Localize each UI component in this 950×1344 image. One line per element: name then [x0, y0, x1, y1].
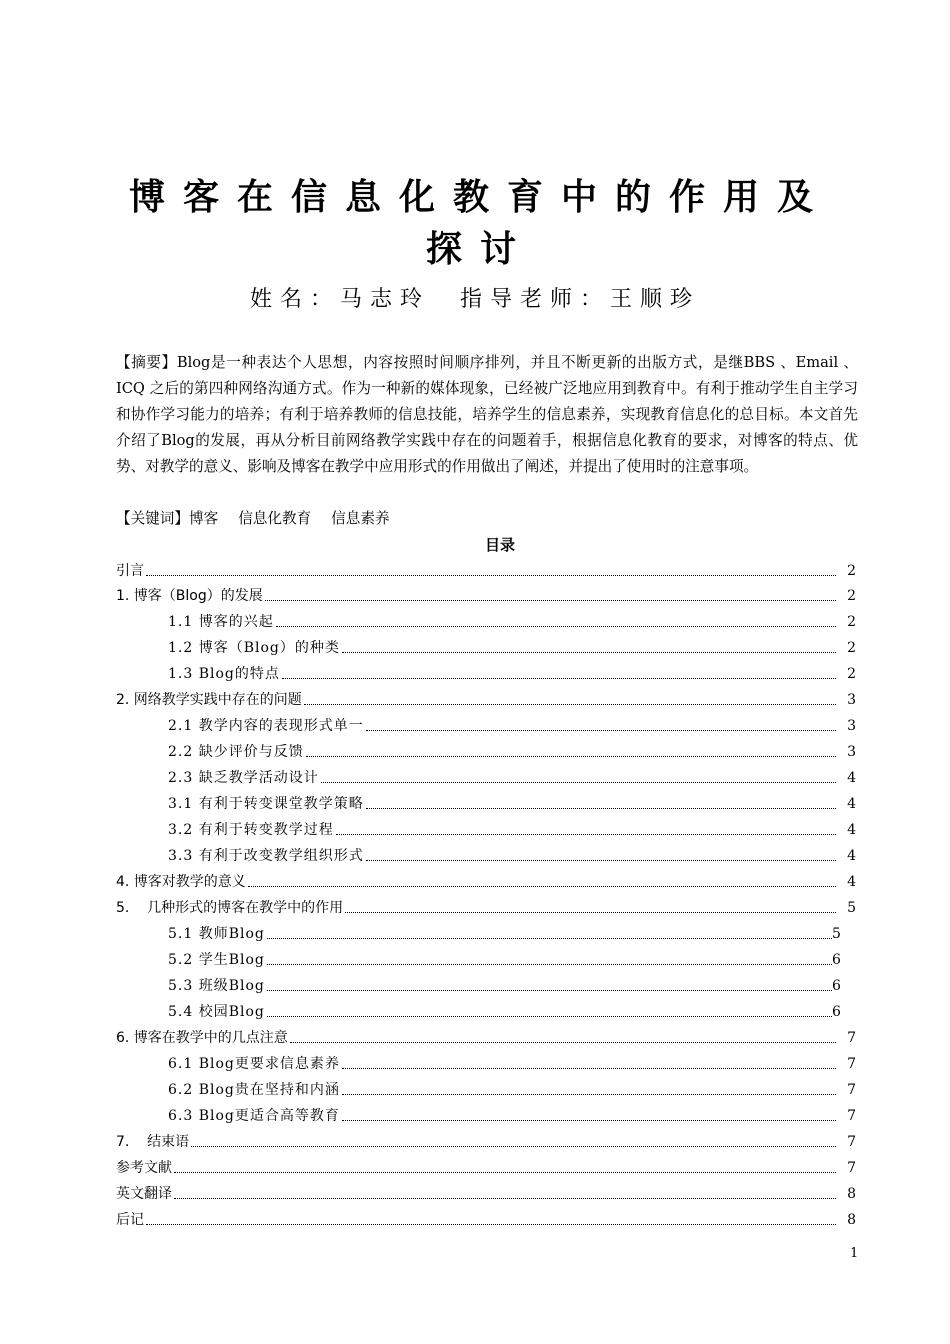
advisor-name: 王顺珍 [610, 287, 701, 312]
toc-leader [304, 703, 836, 705]
toc-entry-page: 7 [847, 1160, 856, 1176]
toc-entry[interactable] [168, 921, 840, 943]
toc-entry-page: 4 [847, 874, 856, 890]
page-number: 1 [850, 1246, 859, 1261]
toc-entry-text: 3.1 有利于转变课堂教学策略 [168, 796, 364, 812]
toc-leader [146, 1223, 836, 1225]
toc-entry[interactable] [168, 817, 856, 839]
toc-leader [267, 963, 832, 965]
toc-entry-text: 6.2 Blog贵在坚持和内涵 [168, 1082, 340, 1098]
toc-title: 目录 [484, 536, 515, 554]
toc-leader [345, 911, 836, 913]
toc-entry-page: 7 [847, 1108, 856, 1124]
keyword: 信息化教育 [238, 510, 312, 527]
abstract [116, 350, 858, 480]
toc-entry-text: 1. 博客（Blog）的发展 [116, 588, 263, 604]
toc-leader [267, 989, 832, 991]
toc-entry-page: 6 [832, 952, 841, 968]
toc-entry-text: 引言 [116, 563, 144, 579]
toc-entry[interactable] [168, 791, 856, 813]
toc-leader [174, 1171, 836, 1173]
toc-entry[interactable] [168, 661, 856, 683]
toc-entry-text: 3.2 有利于转变教学过程 [168, 822, 334, 838]
toc-entry[interactable] [168, 765, 856, 787]
toc-entry[interactable] [168, 739, 856, 761]
name-label: 姓名： [249, 287, 340, 312]
toc-entry-text: 4. 博客对教学的意义 [116, 874, 246, 890]
toc-entry-text: 1.1 博客的兴起 [168, 614, 274, 630]
toc-entry[interactable] [116, 687, 856, 709]
toc-entry-text: 5.2 学生Blog [168, 952, 265, 968]
toc-leader [342, 1093, 836, 1095]
toc-entry-page: 6 [832, 978, 841, 994]
toc-entry-text: 英文翻译 [116, 1186, 172, 1202]
author-name: 马志玲 [339, 287, 430, 312]
toc-leader [267, 937, 832, 939]
toc-entry[interactable] [168, 713, 856, 735]
toc-entry-page: 7 [847, 1056, 856, 1072]
toc-entry-text: 6.3 Blog更适合高等教育 [168, 1108, 340, 1124]
toc-leader [276, 625, 836, 627]
toc-entry-text: 5.1 教师Blog [168, 926, 265, 942]
toc-entry[interactable] [168, 635, 856, 657]
toc-entry-text: 7. 结束语 [116, 1134, 190, 1150]
toc-entry-page: 2 [847, 640, 856, 656]
toc-entry-page: 4 [847, 822, 856, 838]
toc-entry-text: 2.3 缺乏教学活动设计 [168, 770, 319, 786]
keyword: 博客 [188, 510, 219, 527]
abstract-text: Blog是一种表达个人思想，内容按照时间顺序排列，并且不断更新的出版方式，是继BBS 、Email 、ICQ 之后的第四种网络沟通方式。作为一种新的媒体现象，已经被广泛地应用到教育中。有利于推动学生自主学习和协作学习能力的培养；有利于培养教师的信息技能，培养学生的信息素养，实现教育信息化的总目标。本文首先介绍了Blog的发展，再从分析目前网络教学实践中存在的问题着手，根据信息化教育的要求，对博客的特点、优势、对教学的意义、影响及博客在教学中应用形式的作用做出了阐述，并提出了使用时的注意事项。 [116, 354, 858, 475]
toc-entry-text: 2.2 缺少评价与反馈 [168, 744, 304, 760]
toc-entry-page: 2 [847, 563, 856, 579]
toc-entry-text: 参考文献 [116, 1160, 172, 1176]
toc-entry[interactable] [168, 947, 840, 969]
toc-leader [191, 1145, 836, 1147]
document-title: 博客在信息化教育中的作用及探讨 [128, 177, 831, 270]
toc-entry-page: 4 [847, 796, 856, 812]
toc-entry-page: 2 [847, 614, 856, 630]
toc-entry-text: 2.1 教学内容的表现形式单一 [168, 718, 364, 734]
toc-entry[interactable] [116, 1025, 856, 1047]
toc-entry-page: 4 [847, 848, 856, 864]
toc-entry-page: 7 [847, 1082, 856, 1098]
toc-entry-text: 1.2 博客（Blog）的种类 [168, 640, 340, 656]
toc-leader [290, 1041, 836, 1043]
toc-entry[interactable] [168, 609, 856, 631]
toc-leader [267, 1015, 832, 1017]
toc-entry-text: 5. 几种形式的博客在教学中的作用 [116, 900, 344, 916]
toc-entry-page: 3 [847, 718, 856, 734]
toc-leader [342, 651, 836, 653]
toc-leader [321, 781, 836, 783]
abstract-label: 【摘要】 [116, 354, 177, 371]
toc-entry-page: 4 [847, 770, 856, 786]
toc-entry-text: 6. 博客在教学中的几点注意 [116, 1030, 288, 1046]
toc-entry-page: 7 [847, 1030, 856, 1046]
toc-entry-text: 1.3 Blog的特点 [168, 666, 280, 682]
keywords [116, 506, 410, 532]
toc-entry[interactable] [168, 999, 840, 1021]
toc-entry-text: 5.4 校园Blog [168, 1004, 265, 1020]
toc-entry-text: 6.1 Blog更要求信息素养 [168, 1056, 340, 1072]
toc-entry[interactable] [116, 1129, 856, 1151]
toc-entry[interactable] [168, 973, 840, 995]
toc-entry-page: 8 [847, 1186, 856, 1202]
toc-entry[interactable] [116, 558, 856, 580]
toc-leader [265, 599, 836, 601]
toc-entry-page: 8 [847, 1212, 856, 1228]
toc-leader [342, 1119, 836, 1121]
toc-entry[interactable] [168, 1077, 856, 1099]
toc-entry-text: 2. 网络教学实践中存在的问题 [116, 692, 302, 708]
advisor-label: 指导老师： [460, 287, 611, 312]
toc-leader [146, 574, 836, 576]
author-line [0, 282, 950, 313]
toc-leader [336, 833, 836, 835]
toc-entry-page: 3 [847, 692, 856, 708]
toc-leader [174, 1197, 836, 1199]
toc-leader [282, 677, 836, 679]
toc-leader [366, 729, 836, 731]
toc-entry-page: 5 [832, 926, 841, 942]
toc-entry[interactable] [168, 843, 856, 865]
toc-entry-text: 后记 [116, 1212, 144, 1228]
toc-entry-text: 3.3 有利于改变教学组织形式 [168, 848, 364, 864]
toc-entry[interactable] [116, 1155, 856, 1177]
keywords-label: 【关键词】 [116, 510, 189, 527]
toc-leader [306, 755, 836, 757]
toc-entry-page: 3 [847, 744, 856, 760]
toc-entry-page: 2 [847, 588, 856, 604]
toc-entry-page: 6 [832, 1004, 841, 1020]
toc-entry-page: 7 [847, 1134, 856, 1150]
toc-leader [248, 885, 836, 887]
toc-entry[interactable] [116, 583, 856, 605]
toc-entry[interactable] [168, 1103, 856, 1125]
toc-entry[interactable] [168, 1051, 856, 1073]
toc-leader [366, 807, 836, 809]
toc-entry-page: 2 [847, 666, 856, 682]
toc-entry[interactable] [116, 1181, 856, 1203]
toc-entry[interactable] [116, 1207, 856, 1229]
toc-entry[interactable] [116, 869, 856, 891]
keyword: 信息素养 [331, 510, 390, 527]
toc-entry-text: 5.3 班级Blog [168, 978, 265, 994]
toc-leader [366, 859, 836, 861]
toc-entry[interactable] [116, 895, 856, 917]
toc-entry-page: 5 [847, 900, 856, 916]
toc-leader [342, 1067, 836, 1069]
